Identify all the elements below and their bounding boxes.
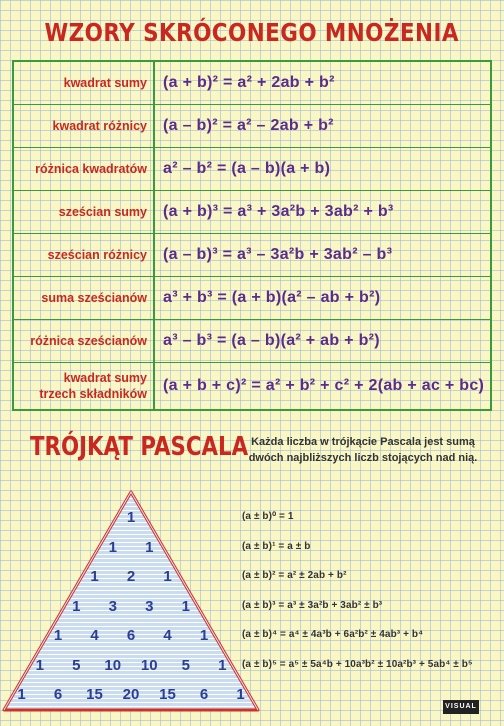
pascal-row (0, 568, 262, 592)
binomial-formula: (a ± b)² = a² ± 2ab + b² (242, 570, 347, 581)
formula-row (13, 190, 491, 233)
pascal-number: 1 (236, 686, 245, 703)
pascal-row (0, 627, 262, 651)
binomial-formula: (a ± b)¹ = a ± b (242, 540, 311, 552)
formula-label (13, 362, 154, 410)
pascal-number: 1 (17, 686, 26, 703)
formula-expression: (a + b)³ = a³ + 3a²b + 3ab² + b³ (154, 190, 491, 233)
formula-expression: (a + b + c)² = a² + b² + c² + 2(ab + ac + bc) (154, 362, 491, 410)
pascal-number: 6 (199, 686, 209, 703)
pascal-number: 1 (53, 627, 63, 644)
pascal-row (0, 539, 262, 563)
pascal-triangle (0, 490, 262, 720)
pascal-number: 10 (104, 656, 122, 674)
pascal-number: 1 (199, 627, 209, 644)
pascal-number: 10 (140, 656, 158, 674)
pascal-number: 1 (126, 509, 136, 526)
formula-expression: a³ – b³ = (a – b)(a² + ab + b²) (154, 319, 491, 362)
formula-row (13, 233, 491, 276)
pascal-number: 1 (163, 568, 172, 585)
pascal-number: 5 (181, 656, 190, 674)
formula-row (13, 147, 491, 190)
pascal-number: 4 (90, 627, 99, 644)
formula-label: suma sześcianów (13, 276, 154, 319)
binomial-formula: (a ± b)⁵ = a⁵ ± 5a⁴b + 10a³b² ± 10a²b³ + 5ab⁴ ± b⁵ (242, 658, 473, 670)
pascal-number: 3 (108, 597, 117, 615)
formula-expression: (a – b)³ = a³ – 3a²b + 3ab² – b³ (154, 233, 491, 276)
formula-label: kwadrat sumy (13, 61, 154, 104)
pascal-number: 1 (145, 538, 154, 556)
formula-label-line: trzech składników (39, 386, 147, 401)
formula-row (13, 276, 491, 319)
page-title: WZORY SKRÓCONEGO MNOŻENIA (44, 18, 459, 47)
pascal-number: 1 (72, 597, 81, 615)
pascal-number: 20 (122, 686, 140, 703)
pascal-number: 3 (145, 597, 154, 615)
pascal-number: 1 (218, 656, 227, 674)
pascal-number: 1 (90, 568, 99, 585)
formula-row (13, 362, 491, 410)
formula-label: różnica kwadratów (13, 147, 154, 190)
formula-expression: (a – b)² = a² – 2ab + b² (154, 104, 491, 147)
formula-row (13, 319, 491, 362)
pascal-number: 5 (72, 656, 81, 674)
binomial-formula: (a ± b)⁰ = 1 (242, 511, 294, 522)
formula-label-line: kwadrat sumy (63, 370, 147, 385)
pascal-number: 6 (126, 627, 136, 644)
pascal-number: 15 (159, 686, 176, 703)
pascal-number: 1 (108, 538, 117, 556)
binomial-formula: (a ± b)³ = a³ ± 3a²b + 3ab² ± b³ (242, 599, 383, 611)
formula-table (12, 60, 492, 411)
formula-row (13, 104, 491, 147)
formula-expression: a² – b² = (a – b)(a + b) (154, 147, 491, 190)
binomial-formula: (a ± b)⁴ = a⁴ ± 4a³b + 6a²b² ± 4ab³ + b⁴ (242, 629, 424, 640)
pascal-title: TRÓJKĄT PASCALA (30, 432, 249, 462)
pascal-number: 6 (53, 686, 63, 703)
pascal-row (0, 509, 262, 533)
formula-label: kwadrat różnicy (13, 104, 154, 147)
formula-label: sześcian różnicy (13, 233, 154, 276)
pascal-number: 1 (181, 597, 190, 615)
formula-expression: (a + b)² = a² + 2ab + b² (154, 61, 491, 104)
pascal-row (0, 657, 262, 681)
publisher-logo: VISUAL (443, 700, 479, 714)
pascal-number: 2 (126, 568, 136, 585)
pascal-number: 15 (86, 686, 103, 703)
formula-label: różnica sześcianów (13, 319, 154, 362)
formula-label: sześcian sumy (13, 190, 154, 233)
pascal-note: Każda liczba w trójkącie Pascala jest sumą dwóch najbliższych liczb stojących nad nią. (248, 436, 478, 464)
pascal-number: 4 (163, 627, 172, 644)
formula-row (13, 61, 491, 104)
pascal-row (0, 686, 262, 710)
pascal-number: 1 (35, 656, 44, 674)
formula-expression: a³ + b³ = (a + b)(a² – ab + b²) (154, 276, 491, 319)
pascal-row (0, 598, 262, 622)
